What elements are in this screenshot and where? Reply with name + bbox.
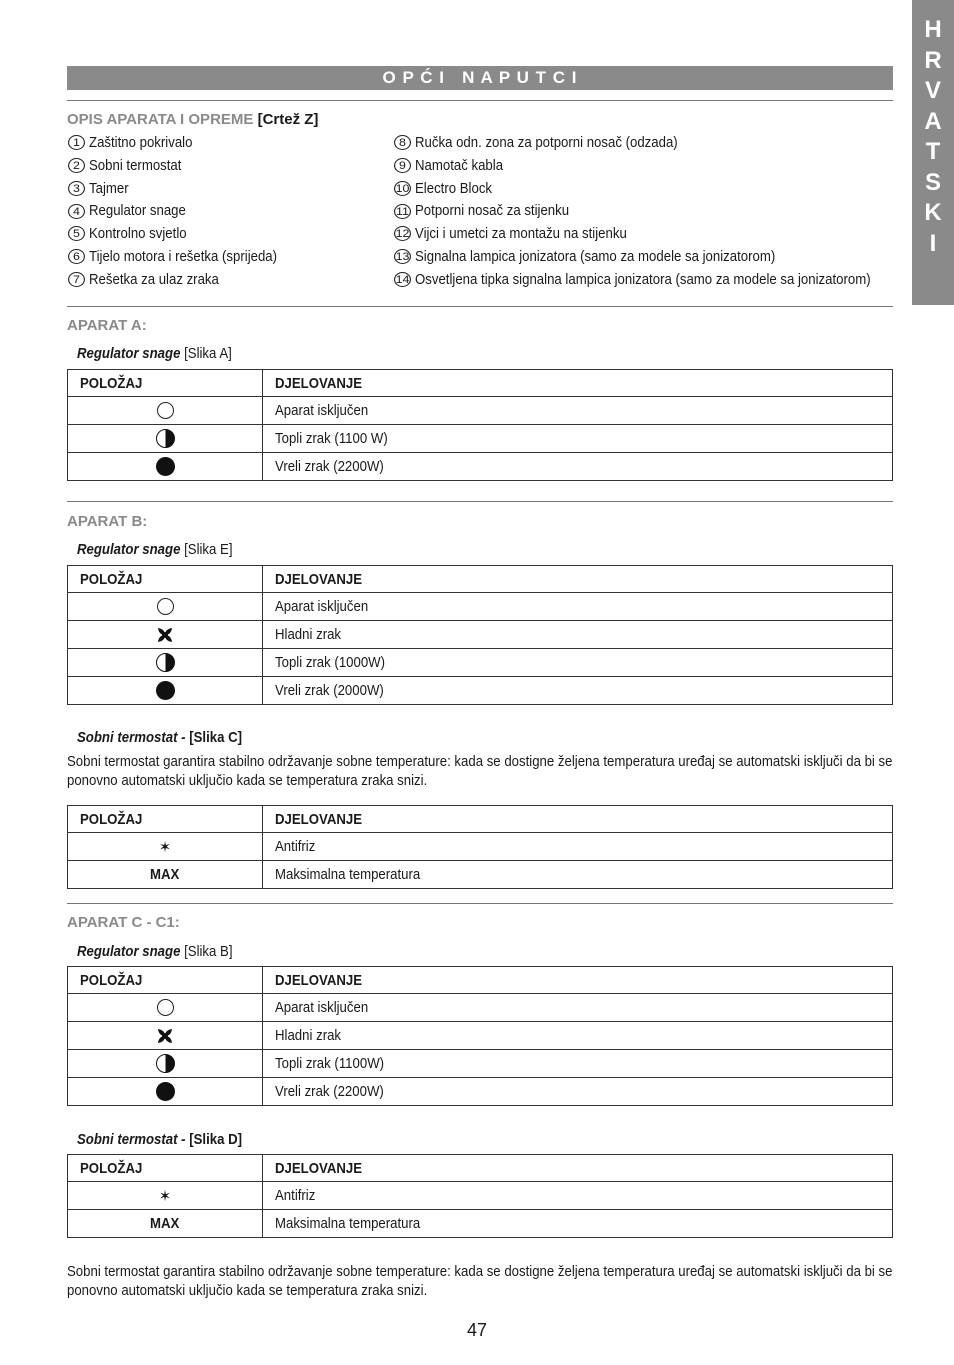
column-header-action: DJELOVANJE [263, 1155, 893, 1182]
table-row: ✶ Antifriz [68, 833, 893, 861]
number-circle: 9 [394, 158, 411, 173]
number-circle: 1 [68, 135, 85, 150]
list-item: 12 Vijci i umetci za montažu na stijenku [395, 225, 627, 243]
list-item: 9 Namotač kabla [395, 155, 933, 178]
divider [67, 306, 893, 307]
list-item: 14 Osvetljena tipka signalna lampica jonizatora (samo za modele sa jonizatorom) [395, 270, 871, 288]
divider [67, 501, 893, 502]
aparat-c-footer-text: Sobni termostat garantira stabilno održavanje sobne temperature: kada se dostigne željena temperatura uređaj se automatski isključi da bi se ponovno automatski uključio kada se temperatura zraka snizi. [67, 1263, 893, 1299]
column-header-position: POLOŽAJ [68, 566, 263, 593]
aparat-b-thermostat-label: Sobni termostat - [Slika C] [77, 729, 243, 746]
fan-icon [156, 1027, 174, 1045]
full-power-icon [156, 1082, 175, 1101]
column-header-action: DJELOVANJE [263, 566, 893, 593]
divider [67, 100, 893, 101]
description-title: OPIS APARATA I OPREME [Crtež Z] [67, 111, 319, 128]
list-item: 5 Kontrolno svjetlo [69, 223, 303, 246]
column-header-position: POLOŽAJ [68, 1155, 263, 1182]
half-power-icon [156, 653, 175, 672]
fan-icon [156, 626, 174, 644]
number-circle: 2 [68, 158, 85, 173]
table-row: Aparat isključen [68, 397, 893, 425]
table-row: MAX Maksimalna temperatura [68, 861, 893, 889]
power-off-icon [157, 999, 174, 1016]
full-power-icon [156, 457, 175, 476]
column-header-position: POLOŽAJ [68, 806, 263, 833]
column-header-action: DJELOVANJE [263, 370, 893, 397]
aparat-b-regulator-label: Regulator snage [Slika E] [77, 541, 233, 558]
aparat-a-title: APARAT A: [67, 317, 147, 334]
number-circle: 3 [68, 181, 85, 196]
side-tab-letter: R [924, 46, 942, 74]
number-circle: 11 [394, 204, 411, 219]
table-row: Vreli zrak (2200W) [68, 1078, 893, 1106]
number-circle: 6 [68, 249, 85, 264]
divider [67, 903, 893, 904]
page-number: 47 [466, 1320, 488, 1340]
number-circle: 5 [68, 226, 85, 241]
aparat-b-title: APARAT B: [67, 513, 148, 530]
list-item: 1 Zaštitno pokrivalo [69, 132, 303, 155]
list-item: 4 Regulator snage [69, 200, 303, 223]
table-header-row [68, 967, 893, 994]
number-circle: 14 [395, 274, 410, 287]
aparat-c-title: APARAT C - C1: [67, 914, 180, 931]
description-list-left [69, 132, 303, 292]
table-header-row [68, 566, 893, 593]
list-item: 3 Tajmer [69, 178, 303, 201]
list-item: 2 Sobni termostat [69, 155, 303, 178]
side-tab-letter: I [929, 229, 937, 257]
full-power-icon [156, 681, 175, 700]
column-header-action: DJELOVANJE [263, 967, 893, 994]
table-row: Topli zrak (1100W) [68, 1050, 893, 1078]
aparat-b-thermostat-text: Sobni termostat garantira stabilno održavanje sobne temperature: kada se dostigne željena temperatura uređaj se automatski isključi da bi se ponovno automatski uključio kada se temperatura zraka snizi. [67, 753, 893, 789]
list-item: 11 Potporni nosač za stijenku [395, 200, 933, 223]
list-item: 13 Signalna lampica jonizatora (samo za modele sa jonizatorom) [395, 247, 776, 265]
table-row: Vreli zrak (2200W) [68, 453, 893, 481]
side-tab-letter: S [924, 168, 941, 196]
aparat-b-thermostat-table [67, 805, 893, 889]
table-row: ✶ Antifriz [68, 1182, 893, 1210]
list-item: 10 Electro Block [395, 179, 493, 197]
table-row: Vreli zrak (2000W) [68, 677, 893, 705]
frost-icon: ✶ [158, 1187, 172, 1205]
table-row: Aparat isključen [68, 593, 893, 621]
table-row: Aparat isključen [68, 994, 893, 1022]
table-row: Hladni zrak [68, 1022, 893, 1050]
aparat-a-regulator-label: Regulator snage [Slika A] [77, 345, 232, 362]
table-header-row [68, 806, 893, 833]
aparat-c-regulator-table [67, 966, 893, 1106]
list-item: 6 Tijelo motora i rešetka (sprijeda) [69, 246, 303, 269]
column-header-action: DJELOVANJE [263, 806, 893, 833]
side-tab-letter: H [924, 16, 942, 43]
side-tab-letter: V [924, 77, 941, 104]
table-header-row [68, 370, 893, 397]
table-row: Topli zrak (1100 W) [68, 425, 893, 453]
aparat-a-regulator-table [67, 369, 893, 481]
number-circle: 8 [394, 135, 411, 150]
aparat-c-regulator-label: Regulator snage [Slika B] [77, 943, 233, 960]
side-tab-letter: A [924, 107, 942, 135]
power-off-icon [157, 402, 174, 419]
number-circle: 12 [395, 228, 410, 241]
frost-icon: ✶ [158, 838, 172, 856]
table-row: Topli zrak (1000W) [68, 649, 893, 677]
aparat-b-regulator-table [67, 565, 893, 705]
number-circle: 13 [395, 251, 410, 264]
column-header-position: POLOŽAJ [68, 967, 263, 994]
number-circle: 7 [68, 272, 85, 287]
half-power-icon [156, 429, 175, 448]
section-header-bar: O P Ć I N A P U T C I [67, 66, 893, 90]
table-header-row [68, 1155, 893, 1182]
power-off-icon [157, 598, 174, 615]
table-row: MAX Maksimalna temperatura [68, 1210, 893, 1238]
table-row: Hladni zrak [68, 621, 893, 649]
number-circle: 4 [68, 204, 85, 219]
aparat-c-thermostat-label: Sobni termostat - [Slika D] [77, 1131, 243, 1148]
half-power-icon [156, 1054, 175, 1073]
description-title-ref: [Crtež Z] [257, 111, 319, 128]
number-circle: 10 [395, 182, 410, 195]
side-tab-letter: K [924, 199, 942, 226]
description-list-right [395, 132, 933, 292]
list-item: 7 Rešetka za ulaz zraka [69, 269, 303, 292]
side-tab-letter: T [925, 138, 941, 165]
list-item: 8 Ručka odn. zona za potporni nosač (odzada) [395, 132, 933, 155]
aparat-c-thermostat-table [67, 1154, 893, 1238]
column-header-position: POLOŽAJ [68, 370, 263, 397]
